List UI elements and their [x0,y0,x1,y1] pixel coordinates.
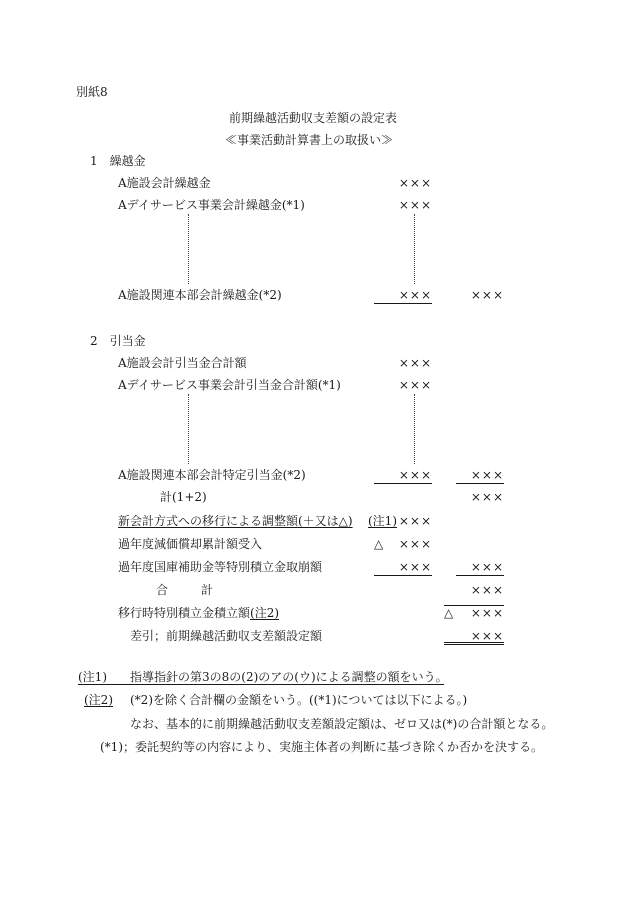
s2-row1-label: A施設会計引当金合計額 [118,356,247,370]
reserve-total-cell [444,605,504,620]
s1-dotted-continuation-left [188,214,189,284]
reserve-label-row [118,605,279,621]
s1-row2-amount: ××× [398,198,432,212]
s1-row3-label: A施設関連本部会計繰越金(*2) [118,288,282,302]
reserve-sign: △ [444,606,454,620]
s1-row3-amount: ××× [374,287,432,304]
s1-dotted-continuation-right [414,214,415,284]
s2-row2-amount: ××× [398,378,432,392]
s2-dotted-continuation-right [414,394,415,464]
s1-row1-label: A施設会計繰越金 [118,176,211,190]
page-title: 前期繰越活動収支差額の設定表 [229,111,398,125]
adjust-label: 新会計方式への移行による調整額(＋又は△) [118,514,353,528]
note1-text: 指導指針の第3の8の(2)のアの(ウ)による調整の額をいう。 [130,670,448,684]
note2-text: (*2)を除く合計欄の金額をいう。((*1)については以下による。) [130,693,468,707]
s2-row1-amount: ××× [398,356,432,370]
sum-label-b: 計 [201,583,214,597]
note2-continuation: なお、基本的に前期繰越活動収支差額設定額は、ゼロ又は(*)の合計額となる。 [130,717,554,731]
result-label: 差引；前期繰越活動収支差額設定額 [130,629,323,643]
s2-dotted-continuation-left [188,394,189,464]
page-label: 別紙8 [76,85,108,99]
page-subtitle: ≪事業活動計算書上の取扱い≫ [225,133,394,147]
note3: (*1)；委託契約等の内容により、実施主体者の判断に基づき除くか否かを決する。 [100,740,544,754]
s2-row3-label: A施設関連本部会計特定引当金(*2) [118,468,306,482]
subsidy-label: 過年度国庫補助金等特別積立金取崩額 [118,560,323,574]
s1-row2-label: Aデイサービス事業会計繰越金(*1) [118,198,305,212]
note1-mark: (注1) [78,670,107,684]
reserve-total: ××× [470,606,504,620]
note2 [84,692,113,708]
section1-heading: 1 繰越金 [90,154,146,168]
reserve-label: 移行時特別積立金積立額 [118,606,251,620]
depreciation-sign: △ [374,537,384,551]
depreciation-label: 過年度減価償却累計額受入 [118,537,263,551]
section2-heading: 2 引当金 [90,334,146,348]
s1-row1-amount: ××× [398,176,432,190]
subtotal-total: ××× [470,490,504,504]
subtotal-label: 計(1+2) [160,490,207,504]
s2-row2-label: Aデイサービス事業会計引当金合計額(*1) [118,378,341,392]
subsidy-amount: ××× [374,559,432,576]
s2-row3-amount: ××× [374,467,432,484]
sum-total: ××× [470,583,504,597]
adjust-note: (注1) [368,514,397,528]
subsidy-total: ××× [456,559,504,576]
sum-label-a: 合 [156,583,169,597]
reserve-note: (注2) [250,606,280,620]
note1 [78,669,448,685]
result-total: ××× [444,628,504,645]
note2-mark: (注2) [84,693,113,707]
adjust-amount: ××× [398,514,432,528]
depreciation-amount: ××× [398,537,432,551]
s1-row3-total: ××× [470,288,504,302]
s2-row3-total: ××× [456,467,504,484]
